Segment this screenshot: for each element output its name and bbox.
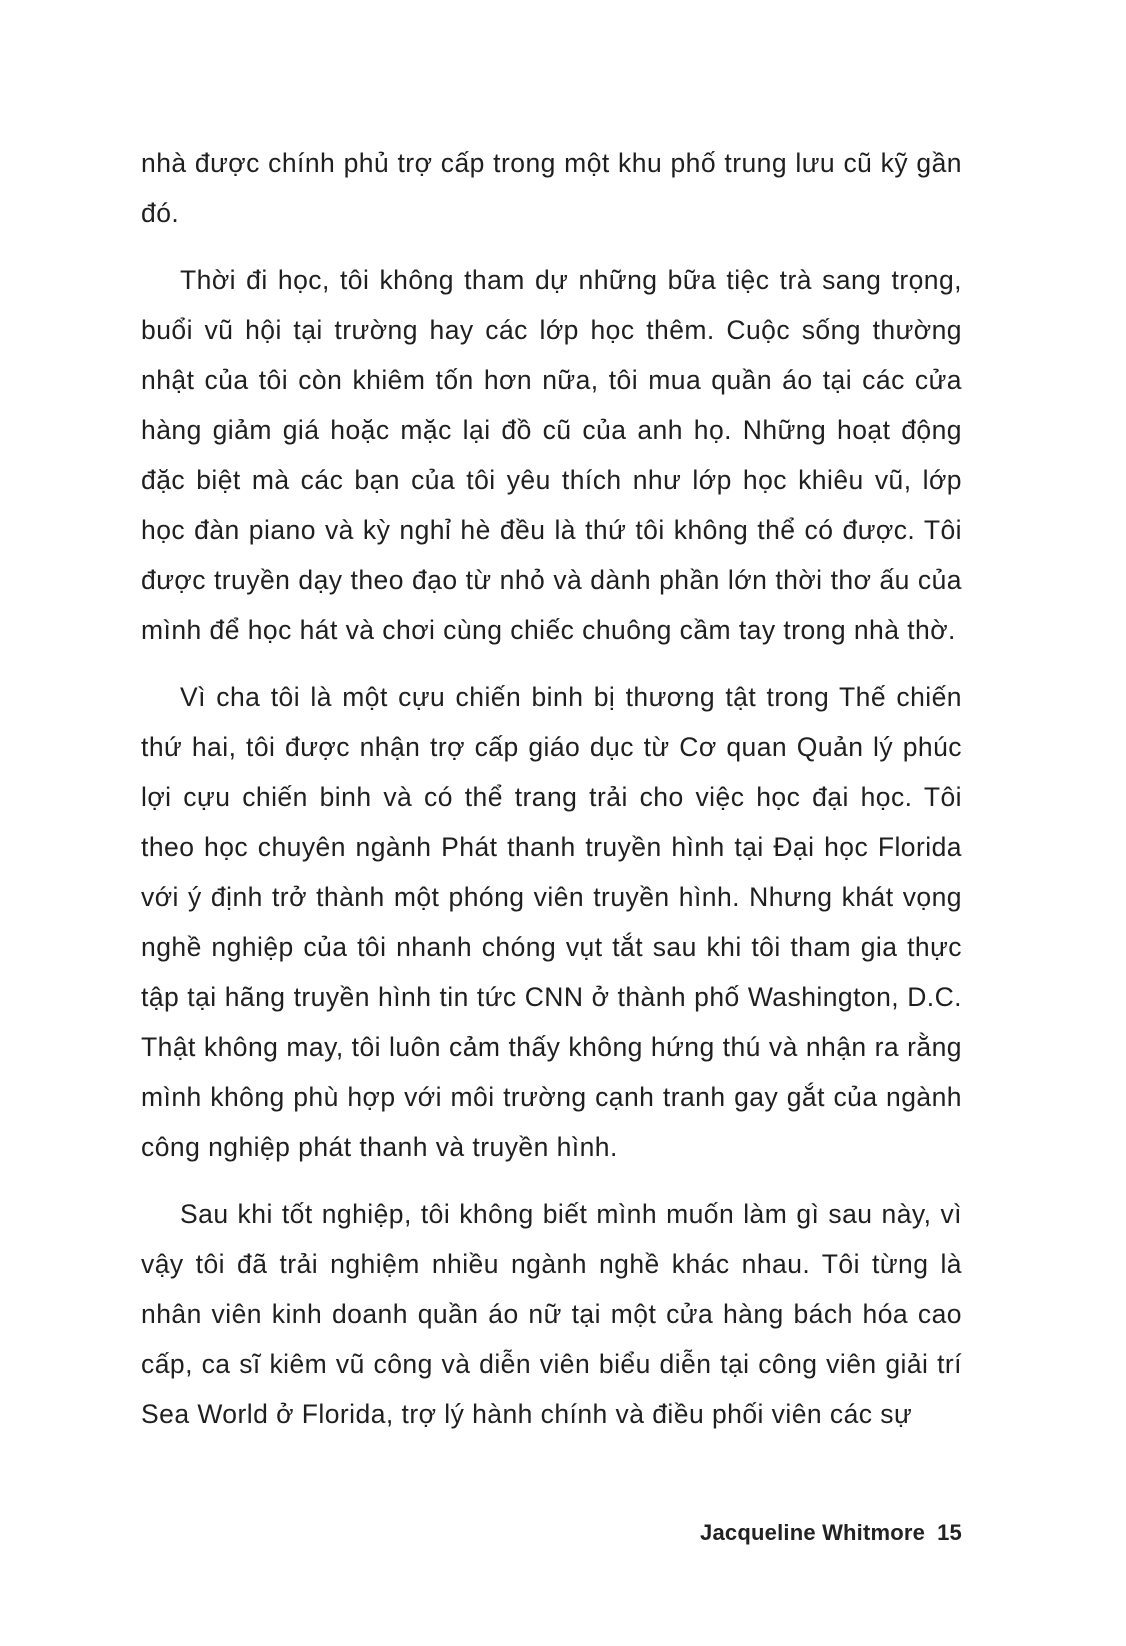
- page-body: [141, 138, 962, 1456]
- paragraph-continuation: nhà được chính phủ trợ cấp trong một khu phố trung lưu cũ kỹ gần đó.: [141, 148, 962, 228]
- paragraph-school-years: Thời đi học, tôi không tham dự những bữa tiệc trà sang trọng, buổi vũ hội tại trường hay các lớp học thêm. Cuộc sống thường nhật của tôi còn khiêm tốn hơn nữa, tôi mua quần áo tại các cửa hàng giảm giá hoặc mặc lại đồ cũ của anh họ. Những hoạt động đặc biệt mà các bạn của tôi yêu thích như lớp học khiêu vũ, lớp học đàn piano và kỳ nghỉ hè đều là thứ tôi không thể có được. Tôi được truyền dạy theo đạo từ nhỏ và dành phần lớn thời thơ ấu của mình để học hát và chơi cùng chiếc chuông cầm tay trong nhà thờ.: [141, 265, 962, 645]
- page-number: 15: [937, 1520, 962, 1545]
- page-footer: [700, 1520, 962, 1546]
- running-footer-author: Jacqueline Whitmore: [700, 1520, 926, 1545]
- paragraph-education: Vì cha tôi là một cựu chiến binh bị thương tật trong Thế chiến thứ hai, tôi được nhận trợ cấp giáo dục từ Cơ quan Quản lý phúc lợi cựu chiến binh và có thể trang trải cho việc học đại học. Tôi theo học chuyên ngành Phát thanh truyền hình tại Đại học Florida với ý định trở thành một phóng viên truyền hình. Nhưng khát vọng nghề nghiệp của tôi nhanh chóng vụt tắt sau khi tôi tham gia thực tập tại hãng truyền hình tin tức CNN ở thành phố Washington, D.C. Thật không may, tôi luôn cảm thấy không hứng thú và nhận ra rằng mình không phù hợp với môi trường cạnh tranh gay gắt của ngành công nghiệp phát thanh và truyền hình.: [141, 682, 962, 1162]
- paragraph-after-graduation: Sau khi tốt nghiệp, tôi không biết mình muốn làm gì sau này, vì vậy tôi đã trải nghiệm nhiều ngành nghề khác nhau. Tôi từng là nhân viên kinh doanh quần áo nữ tại một cửa hàng bách hóa cao cấp, ca sĩ kiêm vũ công và diễn viên biểu diễn tại công viên giải trí Sea World ở Florida, trợ lý hành chính và điều phối viên các sự: [141, 1199, 962, 1429]
